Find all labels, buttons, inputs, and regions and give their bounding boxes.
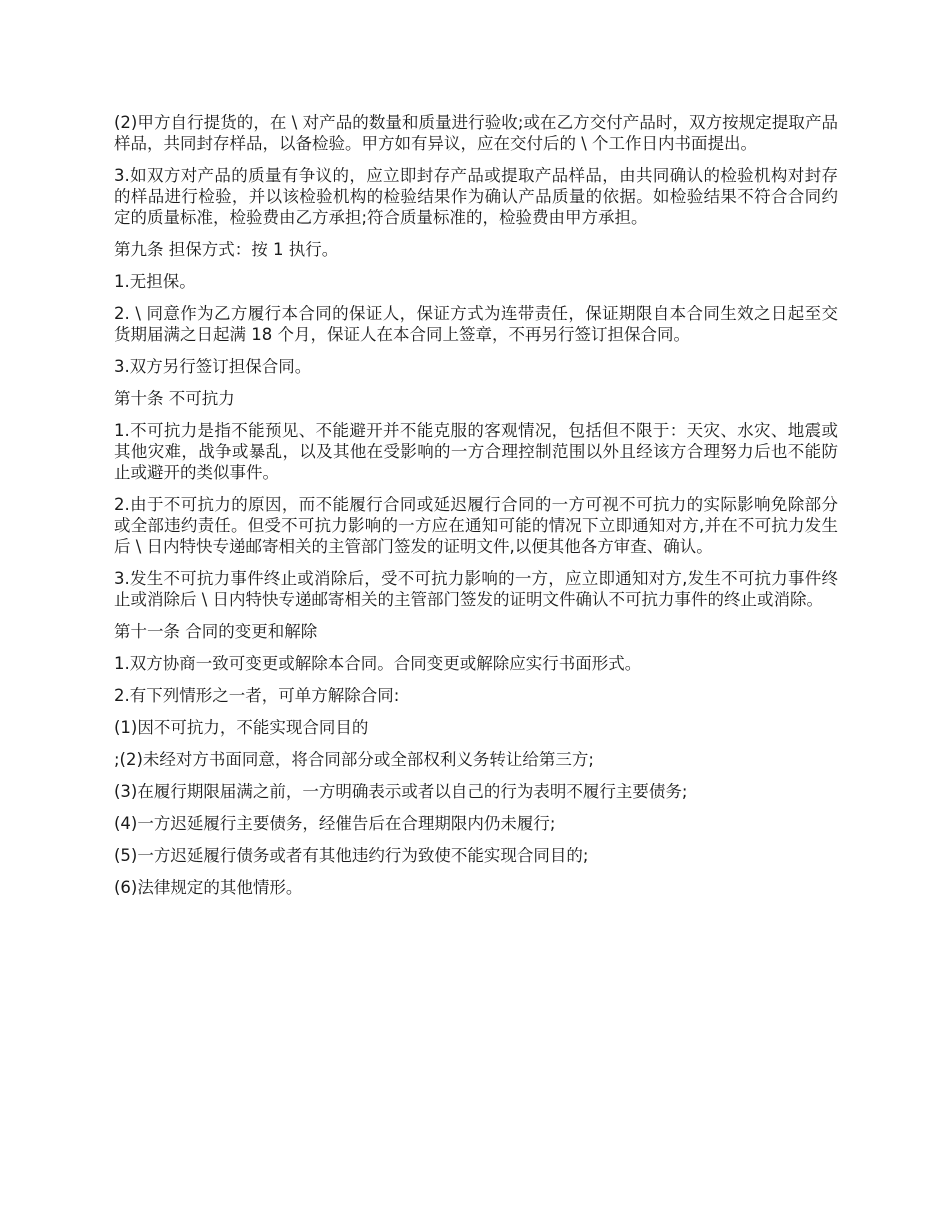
paragraph-no-guarantee: 1.无担保。 [114, 272, 196, 291]
list-item-1: (1)因不可抗力，不能实现合同目的 [114, 718, 369, 737]
list-item-6: (6)法律规定的其他情形。 [114, 878, 303, 897]
paragraph-force-majeure-exemption: 2.由于不可抗力的原因，而不能履行合同或延迟履行合同的一方可视不可抗力的实际影响免除部分或全部违约责任。但受不可抗力影响的一方应在通知可能的情况下立即通知对方,并在不可抗力发生后 \ 日内特快专递邮寄相关的主管部门签发的证明文件,以便其他各方审查、确认。 [114, 495, 838, 556]
paragraph-unilateral-termination: 2.有下列情形之一者，可单方解除合同: [114, 686, 400, 705]
list-item-2: ;(2)未经对方书面同意，将合同部分或全部权利义务转让给第三方; [114, 750, 594, 769]
paragraph-guarantor: 2. \ 同意作为乙方履行本合同的保证人，保证方式为连带责任，保证期限自本合同生效之日起至交货期届满之日起满 18 个月，保证人在本合同上签章，不再另行签订担保合同。 [114, 304, 838, 344]
paragraph-force-majeure-termination: 3.发生不可抗力事件终止或消除后，受不可抗力影响的一方，应立即通知对方,发生不可抗力事件终止或消除后 \ 日内特快专递邮寄相关的主管部门签发的证明文件确认不可抗力事件的终止或消除。 [114, 569, 838, 609]
list-item-3: (3)在履行期限届满之前，一方明确表示或者以自己的行为表明不履行主要债务; [114, 782, 688, 801]
paragraph-quality-dispute: 3.如双方对产品的质量有争议的，应立即封存产品或提取产品样品，由共同确认的检验机构对封存的样品进行检验，并以该检验机构的检验结果作为确认产品质量的依据。如检验结果不符合合同约定的质量标准，检验费由乙方承担;符合质量标准的，检验费由甲方承担。 [114, 166, 838, 227]
list-item-4: (4)一方迟延履行主要债务，经催告后在合理期限内仍未履行; [114, 814, 556, 833]
paragraph-separate-guarantee: 3.双方另行签订担保合同。 [114, 357, 312, 376]
article-11-heading: 第十一条 合同的变更和解除 [114, 622, 318, 641]
article-10-heading: 第十条 不可抗力 [114, 389, 235, 408]
paragraph-force-majeure-definition: 1.不可抗力是指不能预见、不能避开并不能克服的客观情况，包括但不限于：天灾、水灾、地震或其他灾难，战争或暴乱，以及其他在受影响的一方合理控制范围以外且经该方合理努力后也不能防止或避开的类似事件。 [114, 421, 838, 482]
article-9-heading: 第九条 担保方式：按 1 执行。 [114, 240, 339, 259]
document-body [114, 112, 838, 909]
paragraph-pickup-inspection: (2)甲方自行提货的，在 \ 对产品的数量和质量进行验收;或在乙方交付产品时，双方按规定提取产品样品，共同封存样品，以备检验。甲方如有异议，应在交付后的 \ 个工作日内书面提出。 [114, 113, 838, 153]
paragraph-mutual-change: 1.双方协商一致可变更或解除本合同。合同变更或解除应实行书面形式。 [114, 654, 642, 673]
list-item-5: (5)一方迟延履行债务或者有其他违约行为致使不能实现合同目的; [114, 846, 589, 865]
